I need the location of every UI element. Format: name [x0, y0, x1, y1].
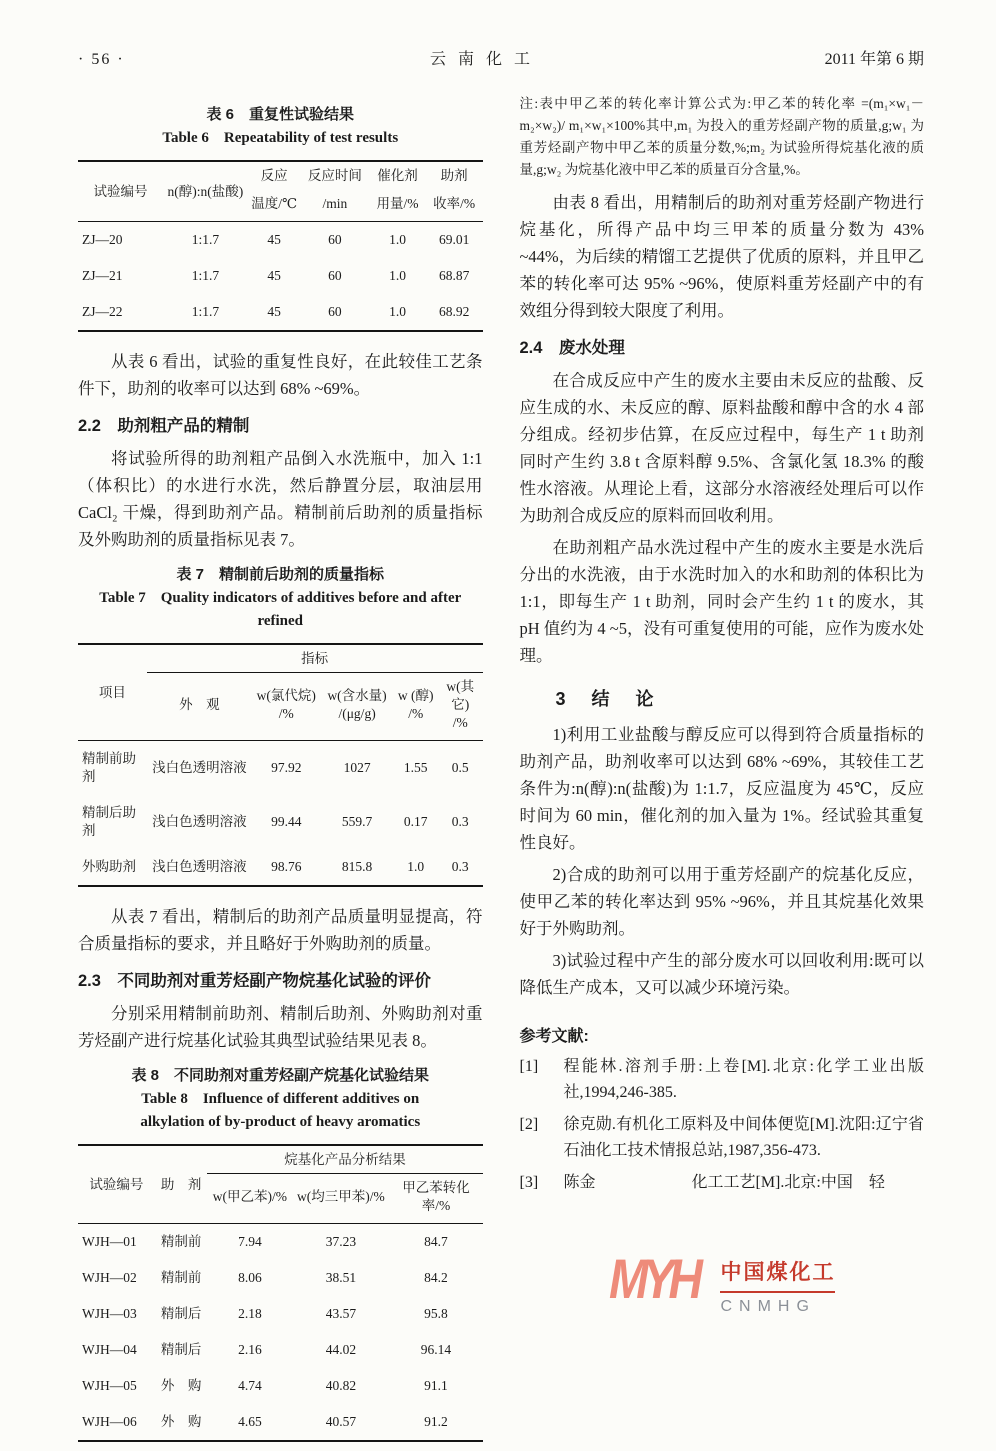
- table6: [78, 160, 483, 332]
- table-cell: 91.2: [424, 1414, 448, 1429]
- table-cell: 95.8: [424, 1306, 448, 1321]
- table-cell: 40.82: [325, 1378, 357, 1393]
- table6-header: [78, 161, 483, 222]
- table-cell: 2.16: [238, 1342, 262, 1357]
- table-cell: 浅白色透明溶液: [152, 859, 247, 874]
- reference-item: [520, 1170, 925, 1196]
- table7-col-other-unit: /%: [452, 715, 468, 730]
- cnmhg-logo-icon: MYH: [609, 1247, 697, 1310]
- table-cell: 60: [328, 232, 342, 247]
- issue-info: 2011 年第 6 期: [824, 51, 924, 68]
- table-cell: 1.0: [389, 304, 406, 319]
- reference-item: [520, 1112, 925, 1164]
- table-cell: WJH—04: [82, 1342, 137, 1357]
- table8-body: [78, 1224, 483, 1442]
- table-cell: 1:1.7: [191, 232, 220, 247]
- table8-col-methylethylbenzene: w(甲乙苯)/%: [207, 1174, 292, 1224]
- table-cell: 97.92: [271, 760, 302, 775]
- table-cell: 外 购: [160, 1378, 202, 1393]
- table-cell: 浅白色透明溶液: [152, 814, 247, 829]
- table-cell: 68.92: [438, 304, 470, 319]
- table8-col-id: 试验编号: [78, 1145, 155, 1224]
- table6-col-id: 试验编号: [78, 161, 163, 222]
- table-cell: 69.01: [438, 232, 470, 247]
- table7-col-appearance: 外 观: [147, 673, 252, 741]
- page-header: [78, 46, 924, 69]
- table-cell: ZJ—21: [82, 268, 123, 283]
- table6-col-catalyst: 催化剂: [377, 168, 418, 183]
- table-cell: 40.57: [325, 1414, 357, 1429]
- table-row: [78, 222, 483, 259]
- table-cell: 8.06: [238, 1270, 262, 1285]
- section-heading-2-4: 2.4 废水处理: [519, 339, 625, 357]
- table7-col-chloroalkane: [252, 673, 321, 741]
- table-cell: 2.18: [238, 1306, 262, 1321]
- table8-caption-zh: 表 8 不同助剂对重芳烃副产烷基化试验结果: [131, 1067, 429, 1084]
- paragraph-table6-discussion: 从表 6 看出，试验的重复性良好，在此较佳工艺条件下，助剂的收率可以达到 68% ~69%。: [78, 352, 483, 398]
- table-cell: WJH—01: [82, 1234, 137, 1249]
- table-cell: 1.0: [389, 232, 406, 247]
- table7-col-other: [438, 673, 483, 741]
- table7-col-item: 项目: [78, 644, 147, 741]
- reference-text: 徐克勋.有机化工原料及中间体便览[M].沈阳:辽宁省石油化工技术情报总站,1987,356-473.: [563, 1116, 924, 1159]
- paragraph-table7-discussion: 从表 7 看出，精制后的助剂产品质量明显提高，符合质量指标的要求，并且略好于外购助剂的质量。: [78, 907, 483, 953]
- table-cell: 外购助剂: [82, 859, 136, 874]
- table-cell: 1.0: [389, 268, 406, 283]
- table7-col-chloroalkane-unit: /%: [278, 706, 294, 721]
- table-cell: WJH—02: [82, 1270, 137, 1285]
- table-cell: 精制后: [160, 1306, 202, 1321]
- table-cell: 0.5: [451, 760, 469, 775]
- table-cell: 45: [267, 268, 281, 283]
- conclusion-1: 1)利用工业盐酸与醇反应可以得到符合质量指标的助剂产品，助剂收率可以达到 68% ~69%，其较佳工艺条件为:n(醇):n(盐酸)为 1:1.7，反应温度为 45℃，反应时间为 60 min，催化剂的加入量为 1%。经试验其重复性良好。: [519, 725, 924, 852]
- section-heading-2-3: 2.3 不同助剂对重芳烃副产物烷基化试验的评价: [78, 972, 431, 990]
- table-cell: WJH—03: [82, 1306, 137, 1321]
- paragraph-2-4b: 在助剂粗产品水洗过程中产生的废水主要是水洗后分出的水洗液，由于水洗时加入的水和助剂的体积比为 1:1，即每生产 1 t 助剂，同时会产生约 1 t 的废水，其 pH 值约为 4 ~5，没有可重复使用的可能，应作为废水处理。: [519, 538, 924, 665]
- table-cell: 外 购: [160, 1414, 202, 1429]
- table6-col-time: 反应时间: [307, 168, 362, 183]
- table-cell: 43.57: [325, 1306, 357, 1321]
- table-row: [78, 849, 483, 886]
- table-cell: 1:1.7: [191, 304, 220, 319]
- references-title: 参考文献:: [519, 1028, 589, 1045]
- table7-col-alcohol-unit: /%: [408, 706, 424, 721]
- table-cell: 91.1: [424, 1378, 448, 1393]
- table-cell: 1.0: [407, 859, 425, 874]
- table-row: [78, 795, 483, 849]
- table-cell: 0.3: [451, 814, 469, 829]
- reference-number: [2]: [519, 1116, 539, 1133]
- table-cell: WJH—06: [82, 1414, 137, 1429]
- paragraph-table8-discussion: 由表 8 看出，用精制后的助剂对重芳烃副产物进行烷基化，所得产品中均三甲苯的质量分数为 43% ~44%，为后续的精馏工艺提供了优质的原料，并且甲乙苯的转化率可达 95% ~96%，使原料重芳烃副产中的有效组分得到较大限度了利用。: [519, 193, 924, 320]
- page-number: · 56 ·: [78, 51, 125, 68]
- table-cell: 60: [328, 304, 342, 319]
- table-cell: 68.87: [438, 268, 470, 283]
- table-cell: ZJ—20: [82, 232, 123, 247]
- cnmhg-watermark: [605, 1246, 837, 1322]
- table7-body: [78, 741, 483, 887]
- table8-caption-en-line2: alkylation of by-product of heavy aromatics: [140, 1114, 421, 1130]
- table-cell: 60: [328, 268, 342, 283]
- table-row: [78, 1404, 483, 1441]
- conclusion-2: 2)合成的助剂可以用于重芳烃副产的烷基化反应，使甲乙苯的转化率达到 95% ~96%，并且其烷基化效果好于外购助剂。: [519, 865, 924, 938]
- table-cell: 815.8: [341, 859, 373, 874]
- left-column: [78, 93, 483, 1451]
- reference-number: [1]: [519, 1058, 539, 1075]
- table-cell: 精制后助剂: [82, 805, 136, 838]
- table6-col-yield: 助剂: [440, 168, 468, 183]
- table7-col-water-unit: /(μg/g): [338, 706, 376, 721]
- reference-number: [3]: [519, 1174, 539, 1191]
- table-row: [78, 1332, 483, 1368]
- reference-item: [520, 1054, 925, 1106]
- table-row: [78, 294, 483, 331]
- table-cell: 7.94: [238, 1234, 262, 1249]
- table8-col-conversion: 甲乙苯转化率/%: [389, 1174, 482, 1224]
- table7: [78, 643, 483, 887]
- table7-col-water-label: w(含水量): [327, 688, 387, 703]
- cnmhg-title: 中国煤化工: [720, 1256, 835, 1293]
- table7-col-chloroalkane-label: w(氯代烷): [256, 688, 316, 703]
- table-cell: 精制前助剂: [82, 751, 136, 784]
- table7-col-alcohol-label: w (醇): [397, 688, 434, 703]
- table7-header: [78, 644, 483, 741]
- table-cell: 1:1.7: [191, 268, 220, 283]
- table-cell: 84.7: [424, 1234, 448, 1249]
- table-row: [78, 1296, 483, 1332]
- table7-caption-zh: 表 7 精制前后助剂的质量指标: [176, 566, 384, 583]
- reference-text: 程能林.溶剂手册:上卷[M].北京:化学工业出版社,1994,246-385.: [563, 1058, 924, 1101]
- table7-caption-en: Table 7 Quality indicators of additives before and after refined: [99, 590, 462, 629]
- table6-col-catalyst-unit: 用量/%: [369, 190, 426, 222]
- table8-group-results: 烷基化产品分析结果: [207, 1145, 482, 1174]
- table8-col-mesitylene: w(均三甲苯)/%: [292, 1174, 389, 1224]
- table6-body: [78, 222, 483, 332]
- table-row: [78, 1224, 483, 1261]
- table-cell: 37.23: [325, 1234, 357, 1249]
- table-note: 注:表中甲乙苯的转化率计算公式为:甲乙苯的转化率 =(m₁×w₁－m₂×w₂)/ m₁×w₁×100%其中,m₁ 为投入的重芳烃副产物的质量,g;w₁ 为重芳烃副产物中甲乙苯的质量分数,%;m₂ 为试验所得烷基化液的质量,g;w₂ 为烷基化液中甲乙苯的质量百分含量,%。: [519, 96, 924, 177]
- table-cell: 45: [267, 304, 281, 319]
- table8-caption-en-line1: Table 8 Influence of different additives on: [141, 1091, 420, 1107]
- table6-col-time-unit: /min: [300, 190, 369, 222]
- table8: [78, 1144, 483, 1442]
- table-cell: 浅白色透明溶液: [152, 760, 247, 775]
- table-cell: 559.7: [341, 814, 373, 829]
- table-row: [78, 1368, 483, 1404]
- table6-col-yield-unit: 收率/%: [426, 190, 483, 222]
- table-row: [78, 1260, 483, 1296]
- table-cell: 4.65: [238, 1414, 262, 1429]
- table-cell: 99.44: [271, 814, 302, 829]
- table-row: [78, 741, 483, 796]
- table-cell: 精制后: [160, 1342, 202, 1357]
- table8-header: [78, 1145, 483, 1224]
- table7-col-other-label: w(其它): [446, 679, 475, 712]
- reference-text: 陈金 化工工艺[M].北京:中国 轻: [563, 1174, 885, 1191]
- paragraph-2-4a: 在合成反应中产生的废水主要由未反应的盐酸、反应生成的水、未反应的醇、原料盐酸和醇中含的水 4 部分组成。经初步估算，在反应过程中，每生产 1 t 助剂同时产生约 3.8 t 含原料醇 9.5%、含氯化氢 18.3% 的酸性水溶液。从理论上看，这部分水溶液经处理后可以作为助剂合成反应的原料而回收利用。: [519, 371, 924, 525]
- journal-title: 云南化工: [429, 51, 542, 68]
- section-heading-2-2: 2.2 助剂粗产品的精制: [78, 417, 250, 435]
- table6-col-ratio: n(醇):n(盐酸): [163, 161, 248, 222]
- table-cell: 1027: [343, 760, 371, 775]
- paragraph-2-2: 将试验所得的助剂粗产品倒入水洗瓶中，加入 1:1（体积比）的水进行水洗，然后静置分层，取油层用 CaCl₂ 干燥，得到助剂产品。精制前后助剂的质量指标及外购助剂的质量指标见表 7。: [78, 449, 483, 549]
- table-cell: 45: [267, 232, 281, 247]
- table-cell: 1.55: [403, 760, 428, 775]
- table6-caption-en: Table 6 Repeatability of test results: [162, 130, 399, 146]
- conclusion-3: 3)试验过程中产生的部分废水可以回收利用:既可以降低生产成本，又可以减少环境污染。: [519, 951, 924, 997]
- table6-col-temp: 反应: [260, 168, 288, 183]
- table7-col-water: [321, 673, 394, 741]
- table-cell: 0.3: [451, 859, 469, 874]
- table-cell: 精制前: [160, 1234, 202, 1249]
- table7-col-alcohol: [393, 673, 437, 741]
- table-cell: 精制前: [160, 1270, 202, 1285]
- table6-col-temp-unit: 温度/℃: [248, 190, 301, 222]
- table-cell: 0.17: [403, 814, 428, 829]
- table-cell: 44.02: [325, 1342, 357, 1357]
- table-row: [78, 258, 483, 294]
- table6-caption-zh: 表 6 重复性试验结果: [206, 106, 354, 123]
- cnmhg-watermark-text: [720, 1252, 835, 1316]
- table-cell: 96.14: [420, 1342, 452, 1357]
- paragraph-2-3: 分别采用精制前助剂、精制后助剂、外购助剂对重芳烃副产进行烷基化试验其典型试验结果见表 8。: [78, 1004, 483, 1050]
- section-heading-conclusion: 3 结 论: [555, 689, 658, 709]
- table-cell: 84.2: [424, 1270, 448, 1285]
- table-cell: WJH—05: [82, 1378, 137, 1393]
- table8-col-additive: 助 剂: [155, 1145, 208, 1224]
- cnmhg-subtitle: CNMHG: [720, 1298, 816, 1315]
- table7-group-index: 指标: [147, 644, 483, 673]
- table-cell: ZJ—22: [82, 304, 123, 319]
- table-cell: 38.51: [325, 1270, 357, 1285]
- table-cell: 4.74: [238, 1378, 262, 1393]
- table-cell: 98.76: [271, 859, 302, 874]
